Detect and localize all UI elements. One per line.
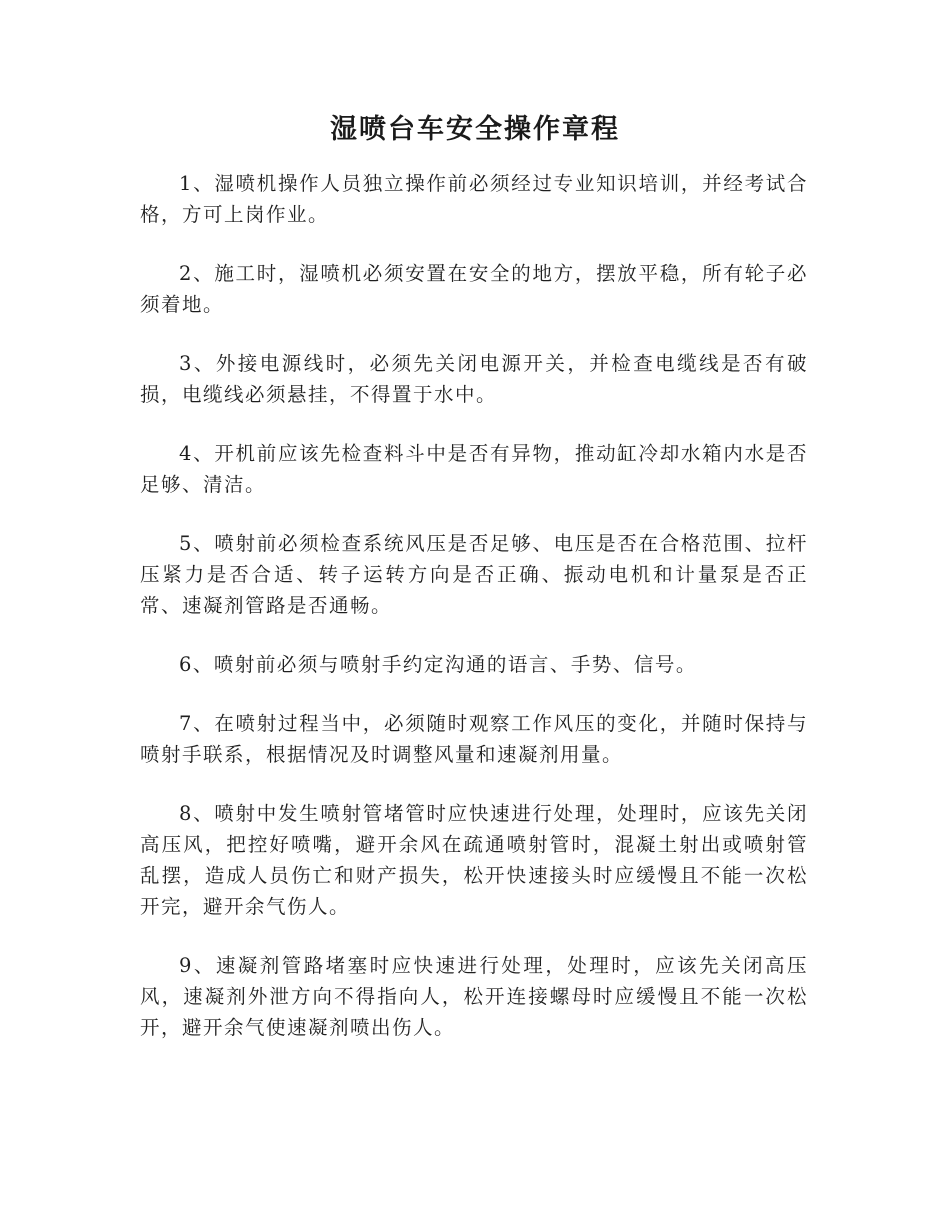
paragraph-5: 5、喷射前必须检查系统风压是否足够、电压是否在合格范围、拉杆压紧力是否合适、转子运转方向是否正确、振动电机和计量泵是否正常、速凝剂管路是否通畅。 — [140, 532, 808, 617]
paragraph-3: 3、外接电源线时，必须先关闭电源开关，并检查电缆线是否有破损，电缆线必须悬挂，不得置于水中。 — [140, 352, 808, 406]
document-body — [140, 168, 808, 1071]
paragraph-7: 7、在喷射过程当中，必须随时观察工作风压的变化，并随时保持与喷射手联系，根据情况及时调整风量和速凝剂用量。 — [140, 712, 808, 766]
document-title: 湿喷台车安全操作章程 — [330, 114, 620, 145]
paragraph-1: 1、湿喷机操作人员独立操作前必须经过专业知识培训，并经考试合格，方可上岗作业。 — [140, 172, 808, 226]
paragraph-9: 9、速凝剂管路堵塞时应快速进行处理，处理时，应该先关闭高压风，速凝剂外泄方向不得指向人，松开连接螺母时应缓慢且不能一次松开，避开余气使速凝剂喷出伤人。 — [140, 954, 808, 1039]
paragraph-6: 6、喷射前必须与喷射手约定沟通的语言、手势、信号。 — [179, 653, 697, 676]
paragraph-2: 2、施工时，湿喷机必须安置在安全的地方，摆放平稳，所有轮子必须着地。 — [140, 262, 808, 316]
paragraph-4: 4、开机前应该先检查料斗中是否有异物，推动缸冷却水箱内水是否足够、清洁。 — [140, 442, 808, 496]
paragraph-8: 8、喷射中发生喷射管堵管时应快速进行处理，处理时，应该先关闭高压风，把控好喷嘴，避开余风在疏通喷射管时，混凝土射出或喷射管乱摆，造成人员伤亡和财产损失，松开快速接头时应缓慢且不能一次松开完，避开余气伤人。 — [140, 802, 808, 918]
